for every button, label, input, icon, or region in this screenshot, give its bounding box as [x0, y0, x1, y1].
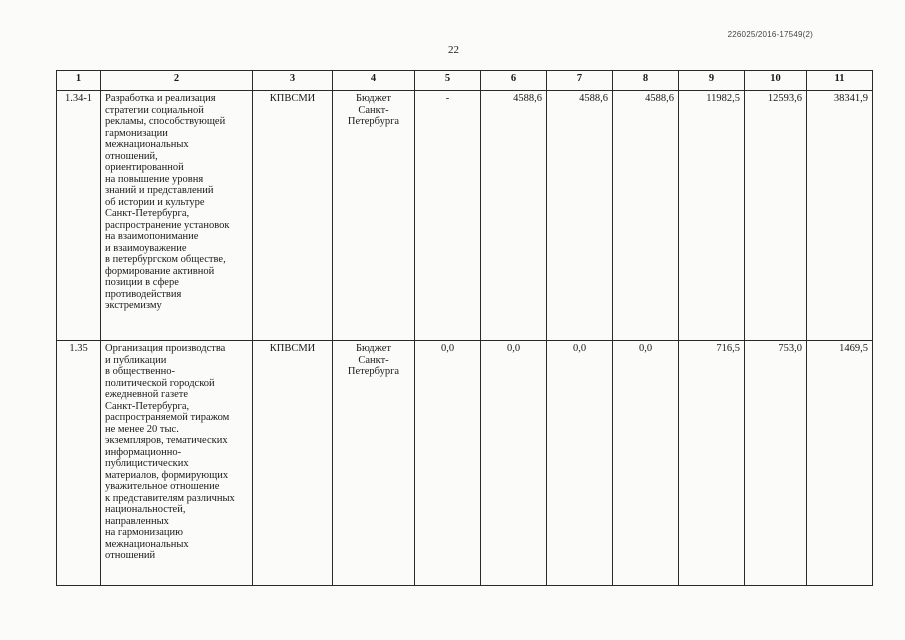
table-row — [57, 341, 873, 586]
column-header: 11 — [807, 71, 873, 91]
row-value-col5: 0,0 — [415, 341, 481, 586]
row-value-col10: 753,0 — [745, 341, 807, 586]
row-value-col10: 12593,6 — [745, 91, 807, 341]
row-value-col11: 1469,5 — [807, 341, 873, 586]
row-description: Организация производства и публикации в общественно- политической городской ежедневной газете Санкт-Петербурга, распространяемой тиражом не менее 20 тыс. экземпляров, тематических информационно- публицистических материалов, формирующих уважительное отношение к представителям различных национальностей, направленных на гармонизацию межнациональных отношений — [101, 341, 253, 586]
column-number-row — [57, 71, 873, 91]
row-number: 1.35 — [57, 341, 101, 586]
row-value-col6: 0,0 — [481, 341, 547, 586]
document-id: 226025/2016-17549(2) — [727, 30, 813, 39]
row-number: 1.34-1 — [57, 91, 101, 341]
column-header: 2 — [101, 71, 253, 91]
row-description: Разработка и реализация стратегии социальной рекламы, способствующей гармонизации межнациональных отношений, ориентированной на повышение уровня знаний и представлений об истории и культуре Санкт-Петербурга, распространение установок на взаимопонимание и взаимоуважение в петербургском обществе, формирование активной позиции в сфере противодействия экстремизму — [101, 91, 253, 341]
row-value-col5: - — [415, 91, 481, 341]
row-funding-source: Бюджет Санкт- Петербурга — [333, 91, 415, 341]
column-header: 10 — [745, 71, 807, 91]
budget-table — [56, 70, 873, 586]
row-executor: КПВСМИ — [253, 341, 333, 586]
column-header: 3 — [253, 71, 333, 91]
column-header: 4 — [333, 71, 415, 91]
column-header: 5 — [415, 71, 481, 91]
row-funding-source: Бюджет Санкт- Петербурга — [333, 341, 415, 586]
column-header: 6 — [481, 71, 547, 91]
row-value-col11: 38341,9 — [807, 91, 873, 341]
row-value-col9: 716,5 — [679, 341, 745, 586]
row-value-col7: 4588,6 — [547, 91, 613, 341]
row-value-col8: 4588,6 — [613, 91, 679, 341]
row-value-col7: 0,0 — [547, 341, 613, 586]
row-value-col9: 11982,5 — [679, 91, 745, 341]
row-executor: КПВСМИ — [253, 91, 333, 341]
column-header: 7 — [547, 71, 613, 91]
column-header: 9 — [679, 71, 745, 91]
column-header: 1 — [57, 71, 101, 91]
row-value-col6: 4588,6 — [481, 91, 547, 341]
table-row — [57, 91, 873, 341]
row-value-col8: 0,0 — [613, 341, 679, 586]
column-header: 8 — [613, 71, 679, 91]
page-number: 22 — [448, 44, 459, 56]
